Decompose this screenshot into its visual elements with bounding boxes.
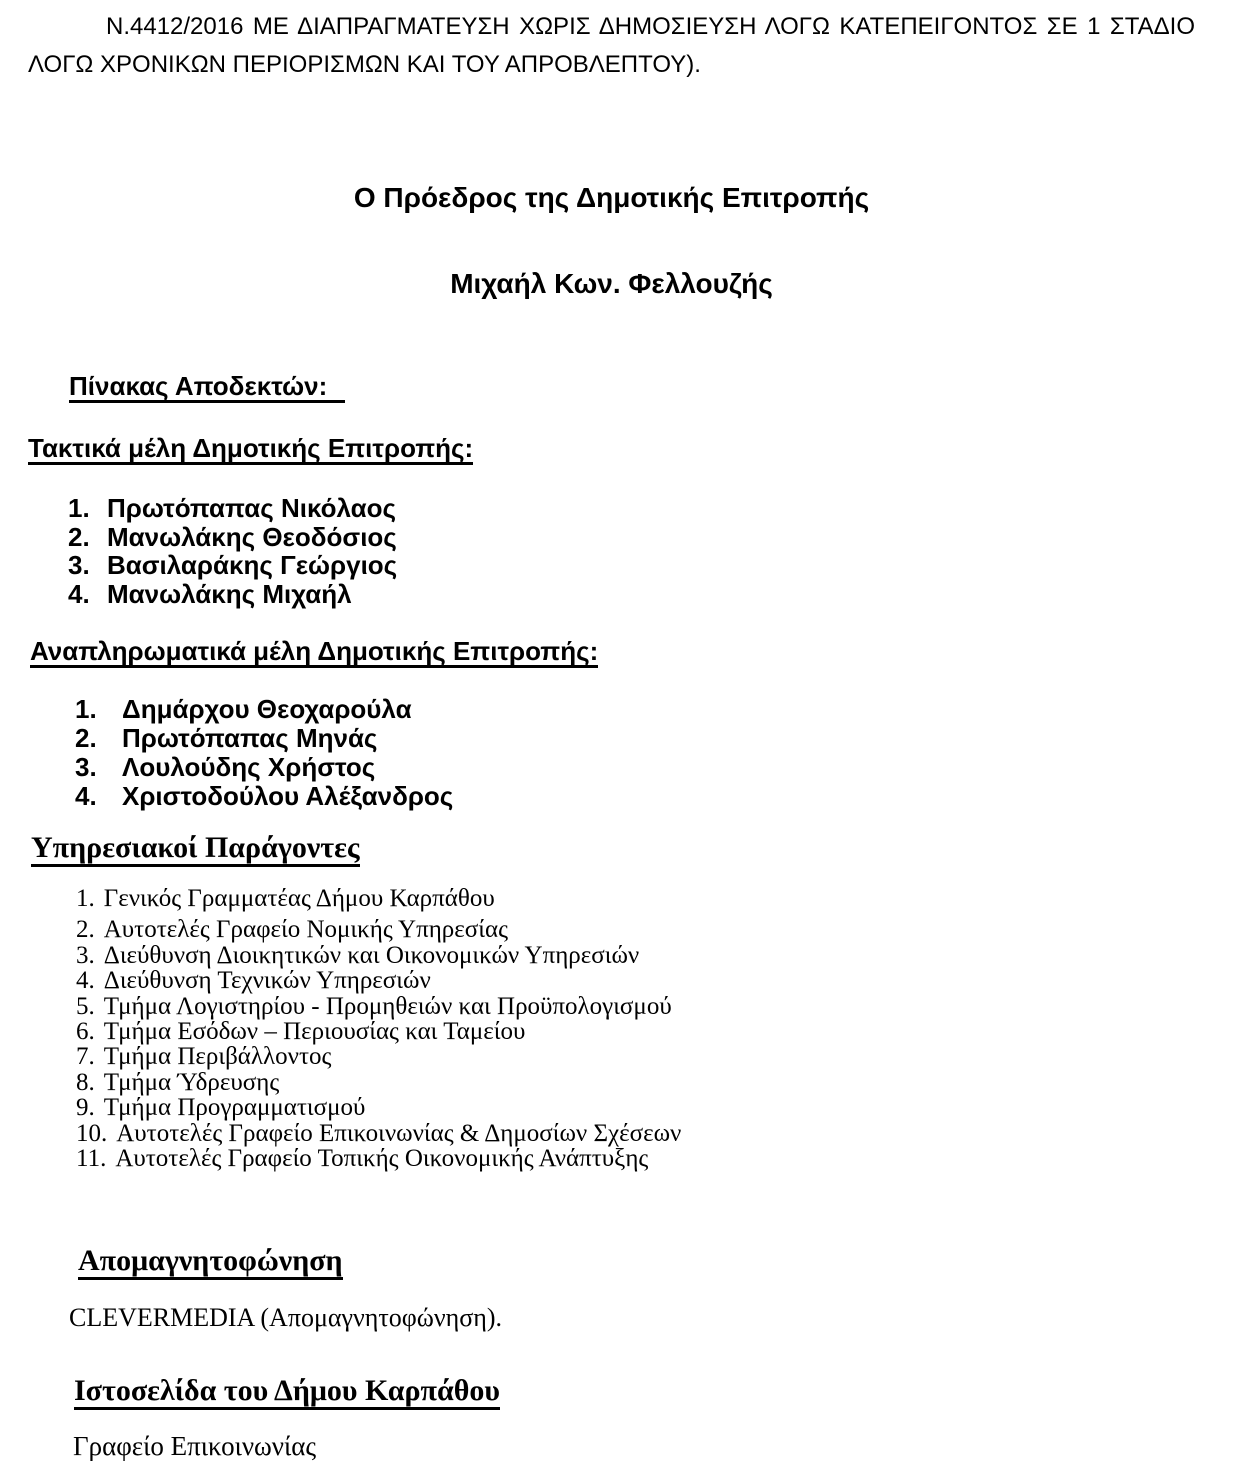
president-title: Ο Πρόεδρος της Δημοτικής Επιτροπής [353, 182, 870, 213]
list-item [76, 917, 681, 942]
list-item-text: Μανωλάκης Θεοδόσιος [107, 521, 397, 552]
list-item [76, 968, 681, 993]
list-item-text: Τμήμα Προγραμματισμού [103, 1094, 366, 1122]
list-item-number: 5. [76, 992, 95, 1020]
president-name: Μιχαήλ Κων. Φελλουζής [450, 268, 773, 299]
list-item-number: 2. [76, 916, 95, 944]
list-item-text: Γενικός Γραμματέας Δήμου Καρπάθου [103, 885, 495, 912]
list-item [68, 523, 397, 552]
transcription-text: CLEVERMEDIA (Απομαγνητοφώνηση). [69, 1303, 503, 1332]
list-item-number: 4. [76, 967, 95, 995]
list-item-number: 3. [75, 752, 97, 782]
website-office: Γραφείο Επικοινωνίας [73, 1431, 317, 1461]
list-item-text: Πρωτόπαπας Μηνάς [122, 723, 378, 753]
regular-members-heading: Τακτικά μέλη Δημοτικής Επιτροπής: [28, 435, 473, 465]
list-item [75, 724, 453, 753]
list-item-text: Χριστοδούλου Αλέξανδρος [122, 781, 454, 811]
service-officials-list [76, 886, 681, 1171]
list-item-text: Λουλούδης Χρήστος [122, 752, 376, 782]
list-item-text: Τμήμα Περιβάλλοντος [103, 1043, 332, 1071]
list-item [76, 994, 681, 1019]
transcription-heading: Απομαγνητοφώνηση [78, 1245, 343, 1280]
intro-paragraph: Ν.4412/2016 ΜΕ ΔΙΑΠΡΑΓΜΑΤΕΥΣΗ ΧΩΡΙΣ ΔΗΜΟΣΙΕΥΣΗ ΛΟΓΩ ΚΑΤΕΠΕΙΓΟΝΤΟΣ ΣΕ 1 ΣΤΑΔΙΟ ΛΟΓΩ ΧΡΟΝΙΚΩΝ ΠΕΡΙΟΡΙΣΜΩΝ ΚΑΙ ΤΟΥ ΑΠΡΟΒΛΕΠΤΟΥ). [28, 13, 1195, 78]
list-item [76, 1146, 681, 1171]
list-item-number: 1. [76, 885, 95, 912]
list-item-number: 10. [76, 1119, 108, 1147]
list-item-text: Διεύθυνση Διοικητικών και Οικονομικών Υπηρεσιών [103, 941, 640, 969]
list-item [75, 695, 453, 724]
list-item-number: 2. [68, 521, 90, 552]
alternate-members-list [75, 695, 453, 811]
list-item-text: Πρωτόπαπας Νικόλαος [107, 493, 396, 523]
list-item-number: 9. [76, 1094, 95, 1122]
list-item-number: 2. [75, 723, 97, 753]
list-item [76, 1044, 681, 1069]
website-heading: Ιστοσελίδα του Δήμου Καρπάθου [74, 1375, 500, 1410]
service-officials-heading: Υπηρεσιακοί Παράγοντες [31, 832, 360, 867]
list-item [76, 886, 681, 911]
list-item [76, 1095, 681, 1120]
list-item-number: 4. [68, 578, 90, 609]
list-item-number: 3. [76, 941, 95, 969]
list-item-number: 1. [68, 493, 90, 523]
list-item [76, 1070, 681, 1095]
list-item-number: 6. [76, 1018, 95, 1046]
alternate-members-heading-row [30, 638, 598, 668]
list-item-text: Αυτοτελές Γραφείο Επικοινωνίας & Δημοσίων Σχέσεων [116, 1119, 682, 1147]
recipients-heading: Πίνακας Αποδεκτών: [69, 373, 345, 403]
service-officials-heading-row [31, 832, 360, 867]
transcription-heading-row [78, 1245, 343, 1280]
list-item-number: 1. [75, 694, 97, 724]
list-item-text: Τμήμα Ύδρευσης [103, 1068, 280, 1096]
alternate-members-heading: Αναπληρωματικά μέλη Δημοτικής Επιτροπής: [30, 638, 598, 668]
list-item-number: 8. [76, 1068, 95, 1096]
regular-members-list [68, 494, 397, 608]
list-item-text: Αυτοτελές Γραφείο Τοπικής Οικονομικής Ανάπτυξης [115, 1145, 649, 1173]
list-item-number: 11. [76, 1145, 107, 1173]
list-item-text: Βασιλαράκης Γεώργιος [107, 550, 398, 581]
list-item-number: 4. [75, 781, 97, 811]
list-item-number: 3. [68, 550, 90, 581]
list-item-text: Αυτοτελές Γραφείο Νομικής Υπηρεσίας [103, 916, 508, 944]
list-item-number: 7. [76, 1043, 95, 1071]
list-item [68, 551, 397, 580]
list-item [68, 494, 397, 523]
list-item-text: Μανωλάκης Μιχαήλ [107, 578, 352, 609]
list-item-text: Δημάρχου Θεοχαρούλα [122, 694, 412, 724]
list-item-text: Τμήμα Εσόδων – Περιουσίας και Ταμείου [103, 1018, 526, 1046]
list-item [75, 753, 453, 782]
list-item-text: Διεύθυνση Τεχνικών Υπηρεσιών [103, 967, 431, 995]
regular-members-heading-row [28, 435, 473, 465]
list-item [76, 943, 681, 968]
list-item [76, 1121, 681, 1146]
recipients-heading-row [69, 373, 345, 403]
list-item [76, 1019, 681, 1044]
list-item-text: Τμήμα Λογιστηρίου - Προμηθειών και Προϋπολογισμού [103, 992, 672, 1020]
list-item [75, 782, 453, 811]
list-item [68, 580, 397, 609]
website-heading-row [74, 1375, 500, 1410]
